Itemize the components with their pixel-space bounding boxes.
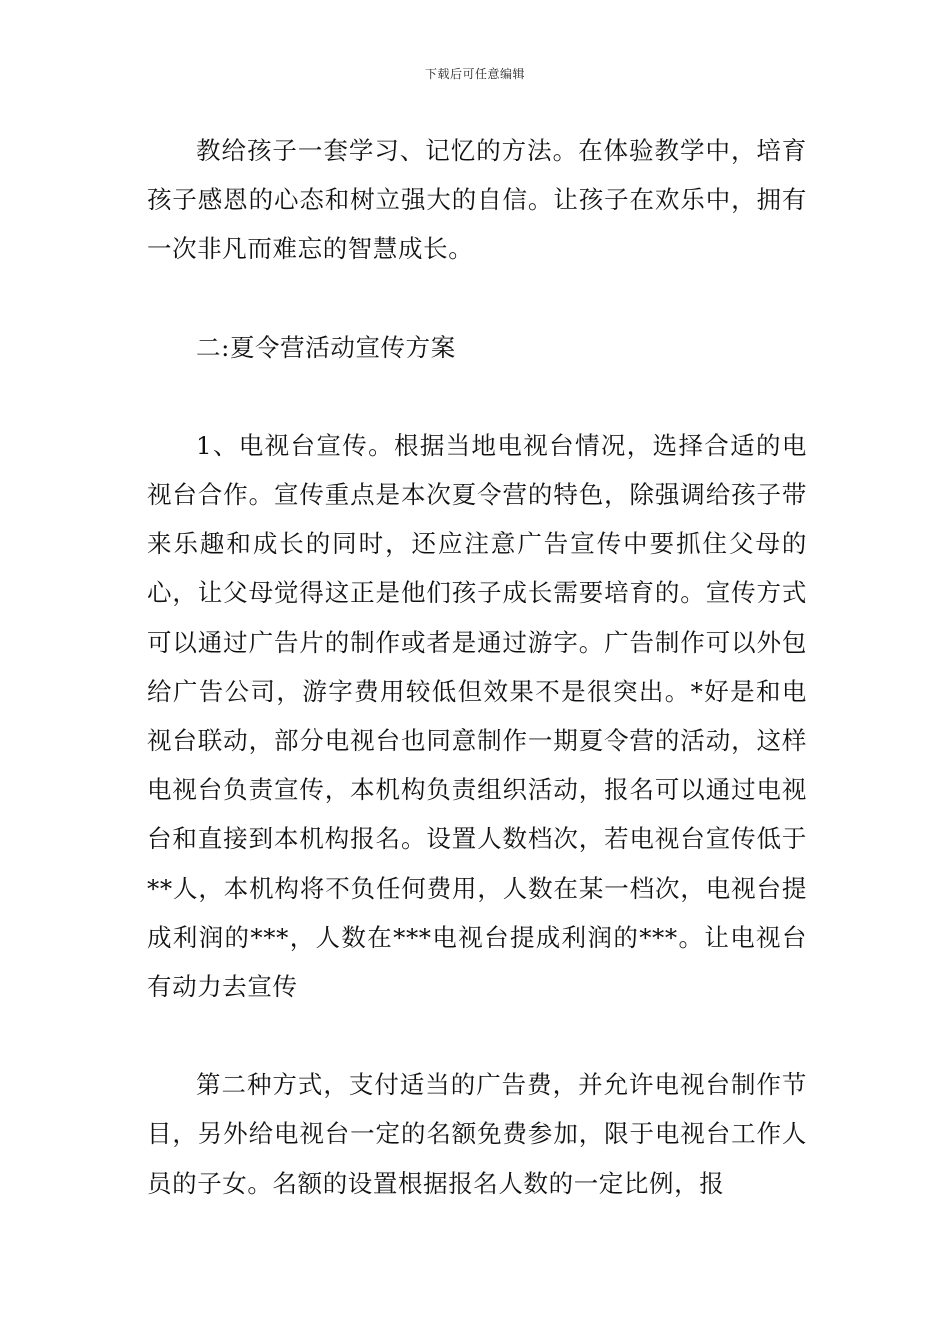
paragraph-intro: 教给孩子一套学习、记忆的方法。在体验教学中，培育孩子感恩的心态和树立强大的自信。让孩子在欢乐中，拥有一次非凡而难忘的智慧成长。: [147, 136, 807, 264]
paragraph-second-method: 第二种方式，支付适当的广告费，并允许电视台制作节目，另外给电视台一定的名额免费参加，限于电视台工作人员的子女。名额的设置根据报名人数的一定比例，报: [147, 1070, 807, 1198]
paragraph-tv-promotion: 1、电视台宣传。根据当地电视台情况，选择合适的电视台合作。宣传重点是本次夏令营的特色，除强调给孩子带来乐趣和成长的同时，还应注意广告宣传中要抓住父母的心，让父母觉得这正是他们孩子成长需要培育的。宣传方式可以通过广告片的制作或者是通过游字。广告制作可以外包给广告公司，游字费用较低但效果不是很突出。*好是和电视台联动，部分电视台也同意制作一期夏令营的活动，这样电视台负责宣传，本机构负责组织活动，报名可以通过电视台和直接到本机构报名。设置人数档次，若电视台宣传低于**人，本机构将不负任何费用，人数在某一档次，电视台提成利润的***，人数在***电视台提成利润的***。让电视台有动力去宣传: [147, 430, 807, 1002]
page-header-note: 下载后可任意编辑: [424, 67, 525, 81]
document-body: [147, 126, 807, 1208]
section-heading: 二:夏令营活动宣传方案: [196, 332, 456, 362]
